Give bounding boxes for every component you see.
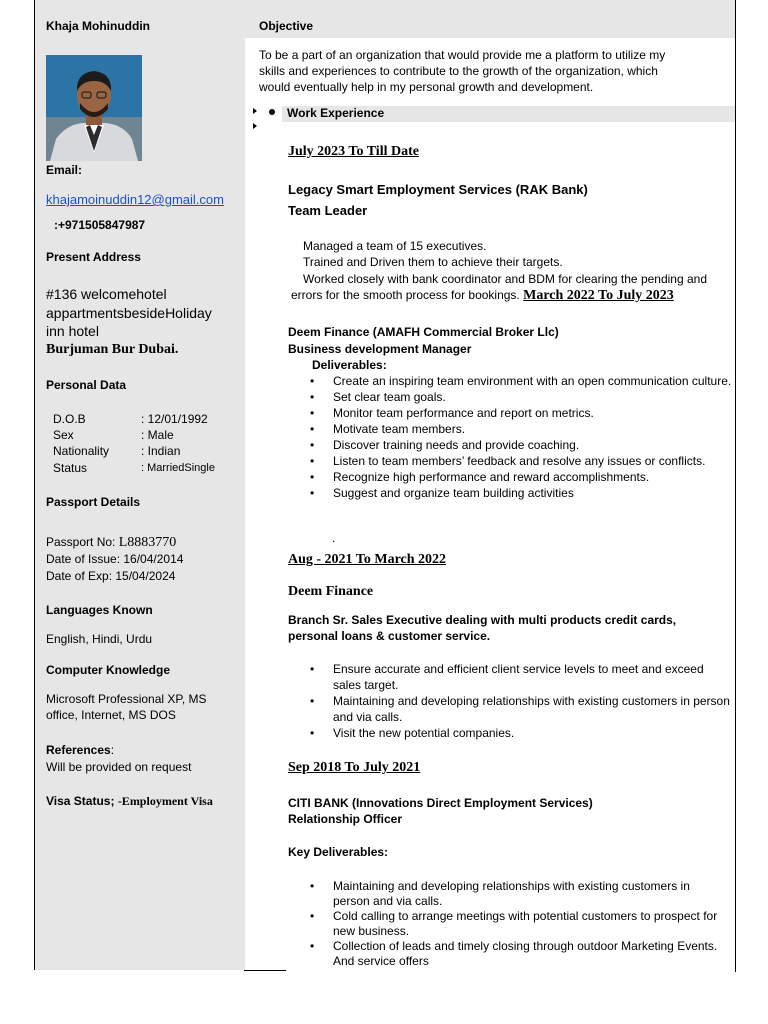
passport-heading: Passport Details [46, 495, 141, 509]
page-bottom-border [244, 970, 286, 971]
job1-line-4 [291, 288, 674, 304]
job3-role-line-1: Branch Sr. Sales Executive dealing with multi products credit cards, [288, 613, 677, 627]
address-line-2: appartmentsbesideHoliday [46, 305, 212, 321]
address-line-1: #136 welcomehotel [46, 286, 167, 302]
profile-photo [46, 55, 142, 161]
job1-role: Team Leader [288, 203, 368, 218]
personal-value: : Indian [141, 444, 181, 458]
main-content [244, 0, 736, 1024]
personal-data-heading: Personal Data [46, 378, 127, 392]
work-experience-heading: Work Experience [287, 106, 385, 120]
references-colon: : [110, 743, 115, 757]
list-item: • Visit the new potential companies. [288, 725, 733, 741]
personal-value: : 12/01/1992 [141, 412, 208, 426]
list-item: • Listen to team members’ feedback and resolve any issues or conflicts. [288, 453, 733, 469]
personal-label: D.O.B [53, 412, 86, 426]
job4-company-line-2: Relationship Officer [288, 812, 403, 826]
job1-line-4-text: errors for the smooth process for bookings. [291, 288, 524, 302]
passport-number-value: L8883770 [118, 535, 177, 550]
objective-line-2: skills and experiences to contribute to the growth of the organization, which [259, 64, 658, 78]
visa-label: Visa Status; [46, 794, 118, 808]
job1-line-2: Trained and Driven them to achieve their targets. [303, 255, 563, 269]
email-label: Email: [46, 163, 83, 177]
computer-heading: Computer Knowledge [46, 663, 171, 677]
job2-trailing-dot: . [332, 531, 336, 545]
address-line-3: inn hotel [46, 323, 99, 339]
list-item: • Collection of leads and timely closing through outdoor Marketing Events. And service offers [288, 939, 718, 969]
job4-key-deliverables-label: Key Deliverables: [288, 845, 389, 859]
bullet-markers-icon [252, 106, 276, 132]
job1-line-3: Worked closely with bank coordinator and BDM for clearing the pending and [303, 272, 708, 286]
passport-expiry-date: Date of Exp: 15/04/2024 [46, 569, 176, 583]
job3-role-line-2: personal loans & customer service. [288, 629, 491, 643]
job2-date: March 2022 To July 2023 [523, 288, 674, 303]
job1-date: July 2023 To Till Date [288, 144, 419, 159]
objective-bar [244, 0, 736, 38]
personal-value: : MarriedSingle [141, 462, 215, 474]
passport-number [46, 535, 176, 551]
objective-line-1: To be a part of an organization that would provide me a platform to utilize my [259, 48, 666, 62]
visa-status [46, 794, 213, 809]
job3-responsibilities-list [288, 661, 733, 741]
job2-deliverables-list [288, 373, 733, 501]
list-item: • Maintaining and developing relationships with existing customers in person and via calls. [288, 693, 733, 725]
references-heading [46, 743, 114, 757]
passport-issue-date: Date of Issue: 16/04/2014 [46, 552, 184, 566]
languages-heading: Languages Known [46, 603, 153, 617]
job4-company-line-1: CITI BANK (Innovations Direct Employment Services) [288, 796, 593, 810]
list-item: • Suggest and organize team building activities [288, 485, 733, 501]
computer-line-2: office, Internet, MS DOS [46, 708, 176, 722]
list-item: • Ensure accurate and efficient client service levels to meet and exceed sales target. [288, 661, 733, 693]
list-item: • Recognize high performance and reward accomplishments. [288, 469, 733, 485]
address-heading: Present Address [46, 250, 141, 264]
job3-date: Aug - 2021 To March 2022 [288, 552, 447, 567]
job1-line-1: Managed a team of 15 executives. [303, 239, 487, 253]
objective-line-3: would eventually help in my personal growth and development. [259, 80, 594, 94]
email-link[interactable]: khajamoinuddin12@gmail.com [46, 192, 224, 207]
computer-line-1: Microsoft Professional XP, MS [46, 692, 207, 706]
list-item: • Monitor team performance and report on metrics. [288, 405, 733, 421]
profile-photo-image [46, 55, 142, 161]
list-item: • Motivate team members. [288, 421, 733, 437]
personal-label: Status [53, 461, 88, 475]
job2-role: Business development Manager [288, 342, 472, 356]
job2-company: Deem Finance (AMAFH Commercial Broker Llc) [288, 325, 559, 339]
passport-number-label: Passport No: [46, 535, 119, 549]
personal-label: Nationality [53, 444, 110, 458]
phone-number: :+971505847987 [54, 218, 146, 232]
list-item: • Maintaining and developing relationships with existing customers in person and via calls. [288, 879, 718, 909]
address-line-4: Burjuman Bur Dubai. [46, 342, 179, 357]
list-item: • Discover training needs and provide coaching. [288, 437, 733, 453]
list-item: • Set clear team goals. [288, 389, 733, 405]
personal-label: Sex [53, 428, 74, 442]
job4-date: Sep 2018 To July 2021 [288, 760, 421, 775]
languages-list: English, Hindi, Urdu [46, 632, 153, 646]
page-right-border [735, 0, 736, 972]
job4-deliverables-list [288, 879, 718, 969]
sidebar [34, 0, 245, 970]
list-item: • Create an inspiring team environment with an open communication culture. [288, 373, 733, 389]
personal-value: : Male [141, 428, 174, 442]
candidate-name: Khaja Mohinuddin [46, 19, 150, 33]
references-text: Will be provided on request [46, 760, 192, 774]
job1-company: Legacy Smart Employment Services (RAK Bank) [288, 182, 588, 197]
objective-heading: Objective [259, 19, 314, 33]
visa-value: -Employment Visa [117, 794, 213, 808]
references-label: References [46, 743, 111, 757]
list-item: • Cold calling to arrange meetings with potential customers to prospect for new business. [288, 909, 718, 939]
job3-company: Deem Finance [288, 584, 374, 599]
job2-deliverables-label: Deliverables: [312, 358, 387, 372]
